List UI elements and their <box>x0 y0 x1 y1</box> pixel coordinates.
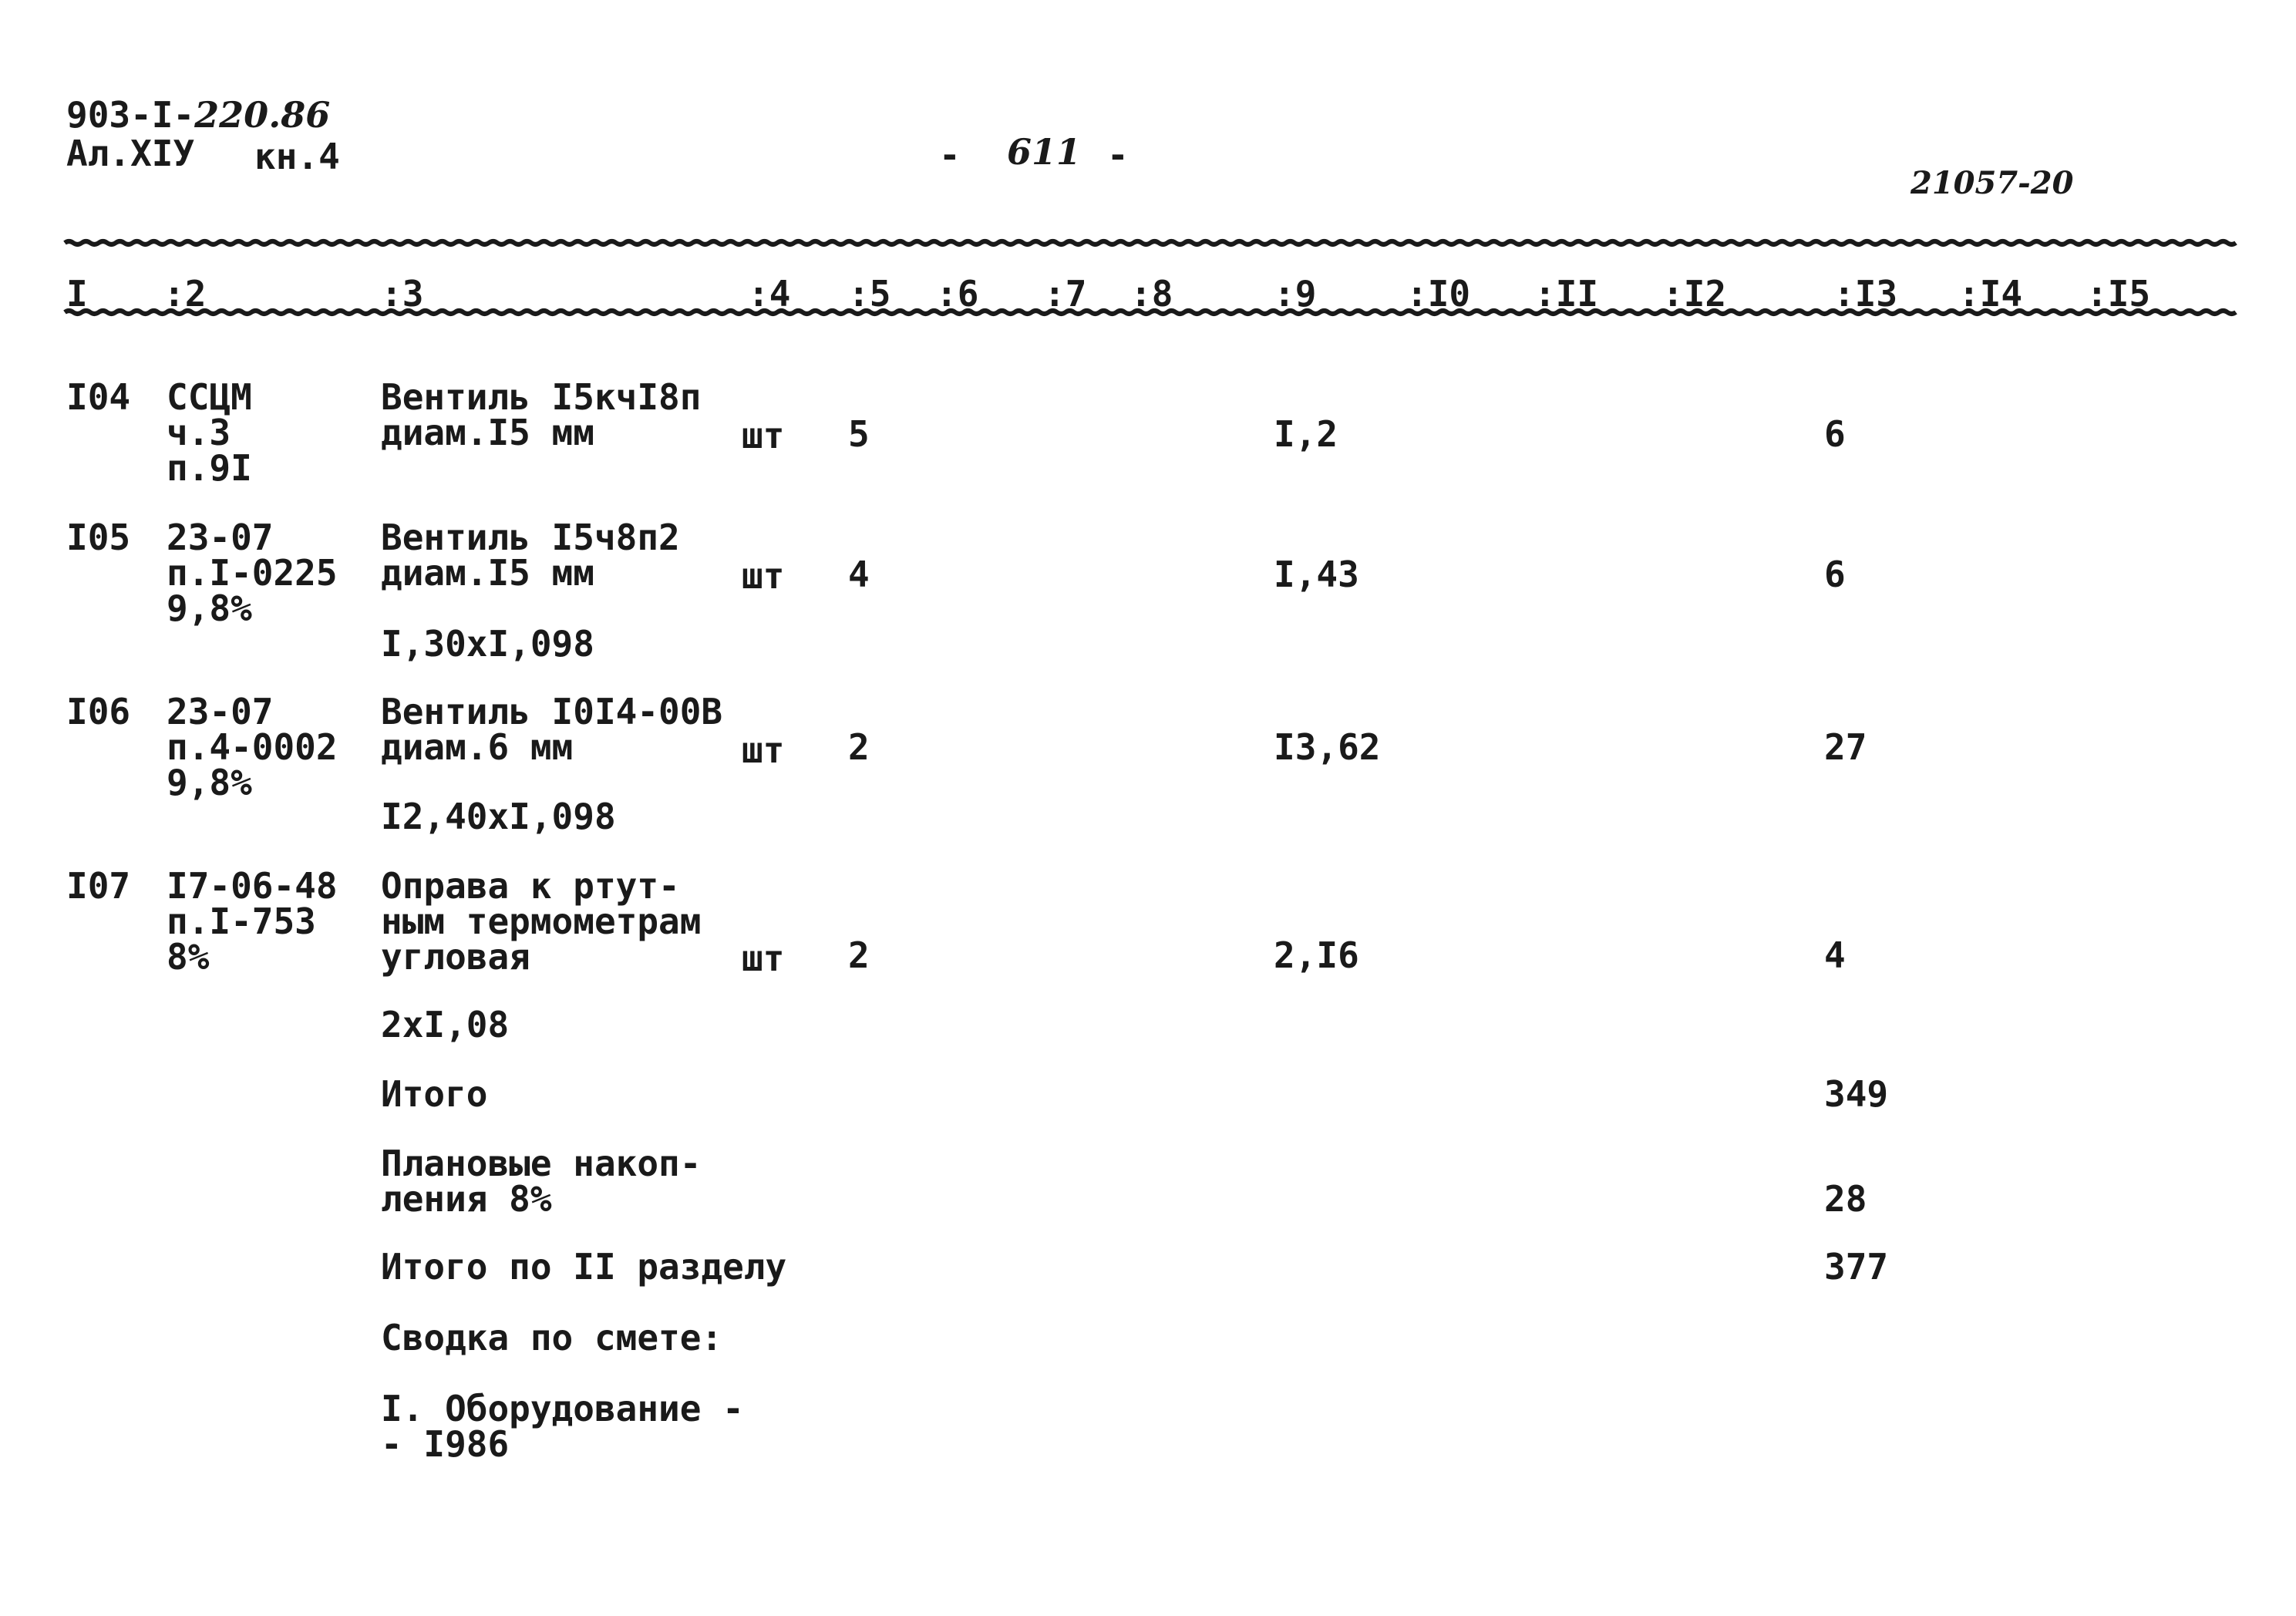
norm-reference: 23-07 п.I-0225 9,8% <box>167 517 338 629</box>
total-cost: 6 <box>1824 554 1846 595</box>
column-header: :I2 <box>1662 273 1727 315</box>
unit-price: I,2 <box>1274 413 1338 455</box>
column-header: :I4 <box>1958 273 2023 315</box>
item-name: Вентиль I5кчI8п диам.I5 мм <box>381 376 702 453</box>
column-header: :I5 <box>2086 273 2151 315</box>
price-calculation: 2хI,08 <box>381 1004 510 1045</box>
norm-reference: I7-06-48 п.I-753 8% <box>167 865 338 978</box>
item-name: Вентиль I0I4-00В диам.6 мм <box>381 691 723 768</box>
page-number: 611 <box>1007 131 1082 173</box>
quantity: 4 <box>848 554 870 595</box>
page-dash-right: - <box>1107 134 1129 176</box>
column-header: :9 <box>1274 273 1317 315</box>
sheet-code: 21057-20 <box>1911 165 2074 201</box>
section-total-value: 377 <box>1824 1246 1889 1288</box>
column-header: :7 <box>1044 273 1087 315</box>
quantity: 5 <box>848 413 870 455</box>
column-header: :II <box>1534 273 1599 315</box>
unit: шт <box>742 555 785 597</box>
column-header: :6 <box>936 273 979 315</box>
album-label: Ал.XIУ <box>66 133 195 174</box>
estimate-summary-heading: Сводка по смете: <box>381 1317 723 1358</box>
planned-savings-label: Плановые накоп- ления 8% <box>381 1143 702 1220</box>
total-cost: 6 <box>1824 413 1846 455</box>
page-dash-left: - <box>939 134 961 176</box>
document-code-handwritten: 220.86 <box>194 94 331 136</box>
unit-price: I3,62 <box>1274 726 1381 768</box>
unit: шт <box>742 415 785 456</box>
quantity: 2 <box>848 934 870 976</box>
column-header: :8 <box>1130 273 1173 315</box>
top-wavy-rule <box>0 231 2296 254</box>
unit: шт <box>742 729 785 771</box>
column-header: :4 <box>748 273 791 315</box>
norm-reference: ССЦМ ч.3 п.9I <box>167 376 252 489</box>
row-number: I04 <box>66 376 131 418</box>
item-name: Оправа к ртут- ным термометрам угловая <box>381 865 702 978</box>
unit-price: I,43 <box>1274 554 1359 595</box>
column-header: :I3 <box>1833 273 1898 315</box>
column-header: :I0 <box>1406 273 1471 315</box>
itogo-label: Итого <box>381 1073 488 1115</box>
planned-savings-value: 28 <box>1824 1178 1867 1220</box>
row-number: I05 <box>66 517 131 558</box>
row-number: I06 <box>66 691 131 732</box>
unit: шт <box>742 938 785 979</box>
book-label: кн.4 <box>254 136 340 177</box>
document-code-prefix: 903-I- <box>66 94 195 136</box>
document-code <box>66 94 331 136</box>
price-calculation: I,30хI,098 <box>381 623 594 665</box>
column-header: I <box>66 273 88 315</box>
itogo-value: 349 <box>1824 1073 1889 1115</box>
column-header: :5 <box>848 273 891 315</box>
norm-reference: 23-07 п.4-0002 9,8% <box>167 691 338 803</box>
total-cost: 4 <box>1824 934 1846 976</box>
item-name: Вентиль I5ч8п2 диам.I5 мм <box>381 517 680 594</box>
quantity: 2 <box>848 726 870 768</box>
section-total-label: Итого по II разделу <box>381 1246 787 1288</box>
total-cost: 27 <box>1824 726 1867 768</box>
equipment-line: I. Оборудование - - I986 <box>381 1388 744 1465</box>
column-header: :3 <box>381 273 424 315</box>
header-wavy-rule <box>0 301 2296 324</box>
unit-price: 2,I6 <box>1274 934 1359 976</box>
row-number: I07 <box>66 865 131 907</box>
price-calculation: I2,40хI,098 <box>381 796 616 837</box>
column-header: :2 <box>163 273 207 315</box>
